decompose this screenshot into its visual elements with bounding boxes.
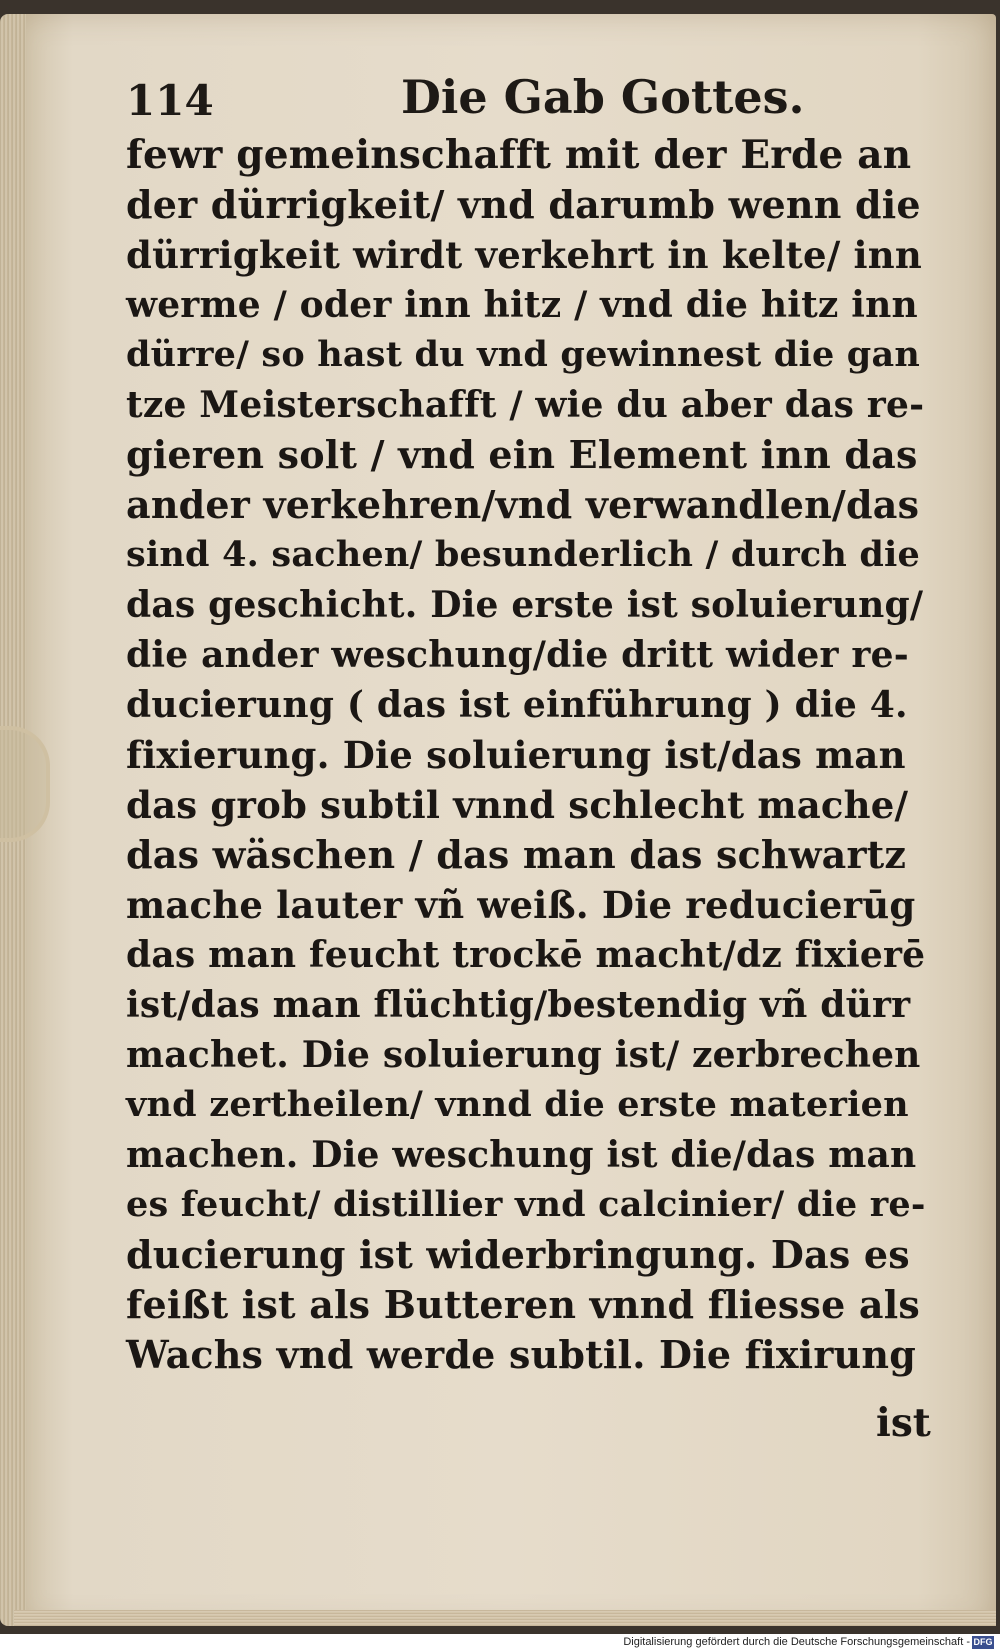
text-line: dürrigkeit wirdt verkehrt in kelte/ inn xyxy=(126,233,922,277)
text-line: Wachs vnd werde subtil. Die fixirung xyxy=(126,1332,916,1377)
dfg-logo: DFG xyxy=(973,1637,993,1647)
funding-note: Digitalisierung gefördert durch die Deutsche Forschungsgemeinschaft - xyxy=(623,1636,970,1648)
text-line: feißt ist als Butteren vnnd fliesse als xyxy=(126,1282,920,1327)
text-line: ducierung ( das ist einführung ) die 4. xyxy=(126,684,908,726)
page-header xyxy=(126,70,916,130)
text-line: das geschicht. Die erste ist soluierung/ xyxy=(126,584,924,626)
text-line: es feucht/ distillier vnd calcinier/ die re- xyxy=(126,1184,926,1225)
text-line: vnd zertheilen/ vnnd die erste materien xyxy=(126,1084,909,1125)
text-line: gieren solt / vnd ein Element inn das xyxy=(126,432,918,477)
text-line: mache lauter vñ weiß. Die reducierūg xyxy=(126,883,916,927)
text-line: der dürrigkeit/ vnd darumb wenn die xyxy=(126,182,921,227)
running-title: Die Gab Gottes. xyxy=(401,70,805,124)
text-line: ist/das man flüchtig/bestendig vñ dürr xyxy=(126,984,911,1026)
text-line: machen. Die weschung ist die/das man xyxy=(126,1134,917,1176)
text-line: dürre/ so hast du vnd gewinnest die gan xyxy=(126,334,921,375)
text-line: fixierung. Die soluierung ist/das man xyxy=(126,733,906,777)
text-line: die ander weschung/die dritt wider re- xyxy=(126,634,909,676)
book-clasp xyxy=(0,726,50,842)
text-line: das man feucht trockē macht/dz fixierē xyxy=(126,934,926,976)
text-line: tze Meisterschafft / wie du aber das re- xyxy=(126,384,925,426)
body-text xyxy=(126,130,926,1380)
text-line: machet. Die soluierung ist/ zerbrechen xyxy=(126,1034,921,1076)
text-line: das wäschen / das man das schwartz xyxy=(126,832,907,877)
text-line: ducierung ist widerbringung. Das es xyxy=(126,1232,910,1277)
page-number: 114 xyxy=(126,76,214,125)
text-line: werme / oder inn hitz / vnd die hitz inn xyxy=(126,284,918,326)
text-line: ander verkehren/vnd verwandlen/das xyxy=(126,482,920,527)
catchword: ist xyxy=(876,1400,931,1446)
text-line: das grob subtil vnnd schlecht mache/ xyxy=(126,783,909,827)
page-bottom-edge xyxy=(14,1610,996,1626)
text-line: sind 4. sachen/ besunderlich / durch die xyxy=(126,534,921,575)
text-line: fewr gemeinschafft mit der Erde an xyxy=(126,132,912,178)
